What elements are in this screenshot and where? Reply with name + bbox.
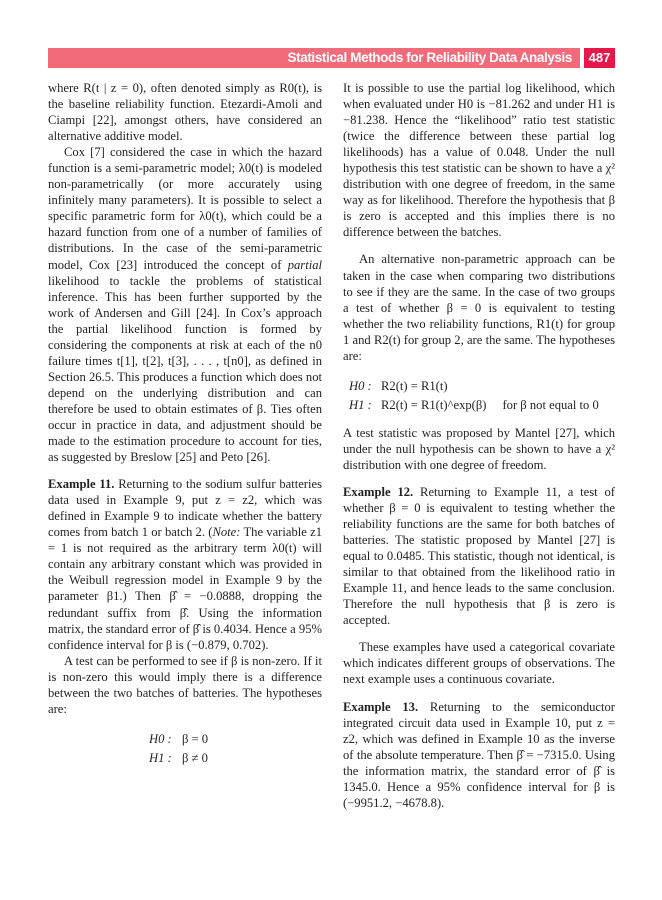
hypothesis-expression: β ≠ 0 xyxy=(182,751,208,766)
text-span: Returning to the sodium sulfur batteries data used in Example 9, put z = z2, which was defined in Example 9 to indicate whether the battery comes from batch 1 or batch 2. ( xyxy=(48,477,322,540)
hypotheses-equation-right xyxy=(343,377,615,415)
note-label: Note: xyxy=(212,525,241,540)
hypotheses-equation-left xyxy=(48,730,322,768)
paragraph-categorical-covariate: These examples have used a categorical covariate which indicates different groups of observations. The next example uses a continuous covariate. xyxy=(343,640,615,687)
hypothesis-label: H0 : xyxy=(149,732,172,747)
paragraph-cox-model xyxy=(48,144,322,465)
example-12-label: Example 12. xyxy=(343,484,414,499)
hypothesis-expression: R2(t) = R1(t) xyxy=(381,379,448,394)
left-column xyxy=(48,80,322,778)
hypothesis-h1 xyxy=(349,396,615,415)
paragraph-nonparametric: An alternative non-parametric approach can be taken in the case when comparing two distributions to see if they are the same. In the case of two groups a test of whether β = 0 is equivalent to testing whether the two reliability functions, R1(t) for group 1 and R2(t) for group 2, are the same. The hypotheses are: xyxy=(343,252,615,363)
hypothesis-note: for β not equal to 0 xyxy=(502,398,599,413)
text-span: likelihood to tackle the problems of statistical inference. This has been further supported by the work of Andersen and Gill [24]. In Cox’s approach the partial likelihood function is formed by considering the components at risk at each of the n0 failure times t[1], t[2], t[3], . . . , t[n0], as defined in Section 26.5. This produces a function which does not depend on the underlying distribution and can therefore be used to obtain estimates of β. Ties often occur in practice in data, and adjustment should be made to the estimation procedure to account for ties, as suggested by Breslow [25] and Peto [26]. xyxy=(48,273,322,465)
example-13 xyxy=(343,699,615,811)
hypothesis-h1 xyxy=(149,749,322,768)
right-column xyxy=(343,80,615,811)
paragraph-test-nonzero: A test can be performed to see if β is non-zero. If it is non-zero this would imply there is a difference between the two batches of batteries. The hypotheses are: xyxy=(48,653,322,716)
hypothesis-expression: R2(t) = R1(t)^exp(β) xyxy=(381,398,487,413)
example-12 xyxy=(343,484,615,628)
paragraph-mantel: A test statistic was proposed by Mantel [27], which under the null hypothesis can be shown to have a χ² distribution with one degree of freedom. xyxy=(343,425,615,472)
text-span: Cox [7] considered the case in which the hazard function is a semi-parametric model; λ0(t) is modeled non-parametrically (or more accurately using infinitely many parameters). It is possible to select a specific parametric form for λ0(t), which could be a hazard function from one of a number of families of distributions. In the case of the semi-parametric model, Cox [23] introduced the concept of xyxy=(48,145,322,272)
example-13-label: Example 13. xyxy=(343,699,419,714)
running-title: Statistical Methods for Reliability Data Analysis xyxy=(287,50,572,65)
text-span: The variable z1 = 1 is not required as the arbitrary term λ0(t) will contain any arbitrary constant which was provided in the Weibull regression model in Example 9 by the parameter β1.) Then β̂ = −0.0888, dropping the redundant suffix from β̂. Using the information matrix, the standard error of β̂ is 0.4034. Hence a 95% confidence interval for β is (−0.879, 0.702). xyxy=(48,525,322,652)
hypothesis-label: H1 : xyxy=(349,398,372,413)
paragraph-partial-log-likelihood: It is possible to use the partial log likelihood, which when evaluated under H0 is −81.262 and under H1 is −81.238. Hence the “likelihood” ratio test statistic (twice the difference between these partial log likelihoods) has a value of 0.048. Under the null hypothesis this test statistic can be shown to have a χ² distribution with one degree of freedom, in the same way as for likelihood. Therefore the hypothesis that β is zero is accepted and this implies there is no difference between the batches. xyxy=(343,81,615,240)
hypothesis-expression: β = 0 xyxy=(182,732,209,747)
text-span: Returning to the semiconductor integrated circuit data used in Example 10, put z = z2, which was defined in Example 10 as the inverse of the absolute temperature. Then β̂ = −7315.0. Using the information matrix, the standard error of β̂ is 1345.0. Hence a 95% confidence interval for β is (−9951.2, −4678.8). xyxy=(343,699,615,810)
example-11-label: Example 11. xyxy=(48,477,115,492)
hypothesis-h0 xyxy=(149,730,322,749)
hypothesis-label: H1 : xyxy=(149,751,172,766)
running-header-bar xyxy=(48,48,580,68)
emphasis-partial: partial xyxy=(287,257,322,272)
paragraph-baseline-reliability: where R(t | z = 0), often denoted simply as R0(t), is the baseline reliability function. Etezardi-Amoli and Ciampi [22], amongst others, have considered an alternative additive model. xyxy=(48,81,322,144)
hypothesis-h0 xyxy=(349,377,615,396)
page-number: 487 xyxy=(584,48,615,68)
hypothesis-label: H0 : xyxy=(349,379,372,394)
example-11 xyxy=(48,476,322,653)
text-span: Returning to Example 11, a test of whether β = 0 is equivalent to testing whether the reliability functions are the same for both batches of batteries. The statistic proposed by Mantel [27] is equal to 0.0485. This statistic, though not identical, is similar to that obtained from the likelihood ratio in Example 11, and hence leads to the same conclusion. Therefore the null hypothesis that β is zero is accepted. xyxy=(343,484,615,628)
